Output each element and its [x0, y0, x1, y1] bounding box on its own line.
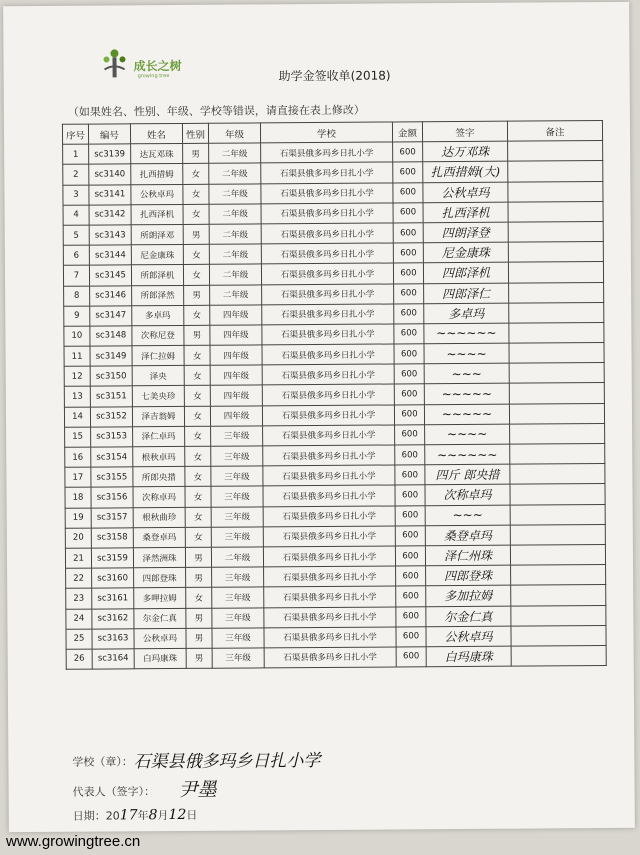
cell-remark	[511, 645, 606, 666]
cell-amount: 600	[394, 344, 424, 364]
cell-code: sc3154	[91, 447, 133, 467]
cell-no: 23	[66, 588, 92, 608]
cell-sig: 多加拉姆	[426, 585, 511, 606]
cell-school: 石渠县俄多玛乡日扎小学	[263, 546, 395, 567]
cell-code: sc3139	[89, 144, 131, 164]
cell-no: 12	[64, 366, 90, 386]
cell-sig: ~~~~	[424, 343, 509, 364]
date-line	[73, 807, 198, 824]
cell-code: sc3146	[90, 285, 132, 305]
cell-remark	[508, 201, 603, 222]
cell-code: sc3158	[91, 528, 133, 548]
cell-code: sc3142	[89, 205, 131, 225]
cell-remark	[509, 302, 604, 323]
cell-gender: 男	[186, 567, 212, 587]
column-header: 备注	[507, 121, 602, 142]
cell-name: 尼金康珠	[131, 245, 183, 266]
cell-sig: ~~~~	[425, 424, 510, 445]
cell-amount: 600	[393, 203, 423, 223]
cell-code: sc3164	[92, 649, 134, 669]
cell-sig: 四朗泽登	[423, 222, 508, 243]
cell-grade: 三年级	[211, 506, 263, 527]
cell-remark	[509, 383, 604, 404]
cell-school: 石渠县俄多玛乡日扎小学	[261, 223, 393, 244]
cell-grade: 四年级	[210, 365, 262, 386]
cell-gender: 女	[184, 406, 210, 426]
cell-sig: 白玛康珠	[426, 646, 511, 667]
cell-gender: 女	[183, 164, 209, 184]
cell-amount: 600	[394, 404, 424, 424]
cell-code: sc3157	[91, 507, 133, 527]
cell-amount: 600	[396, 606, 426, 626]
cell-no: 7	[63, 265, 89, 285]
representative-signature: 尹墨	[178, 778, 217, 801]
cell-code: sc3163	[92, 628, 134, 648]
cell-gender: 女	[183, 184, 209, 204]
column-header: 金额	[392, 122, 422, 142]
cell-name: 所郎央措	[133, 467, 185, 488]
cell-sig: ~~~~~~	[424, 323, 509, 344]
cell-amount: 600	[394, 303, 424, 323]
cell-gender: 女	[185, 507, 211, 527]
cell-code: sc3148	[90, 326, 132, 346]
cell-no: 19	[65, 508, 91, 528]
cell-remark	[509, 322, 604, 343]
cell-amount: 600	[396, 626, 426, 646]
cell-amount: 600	[395, 546, 425, 566]
cell-remark	[511, 625, 606, 646]
cell-amount: 600	[394, 384, 424, 404]
cell-grade: 二年级	[209, 264, 261, 285]
cell-sig: 达万邓珠	[423, 141, 508, 162]
cell-sig: ~~~~~	[424, 404, 509, 425]
cell-sig: 四郎登珠	[426, 565, 511, 586]
cell-remark	[511, 565, 606, 586]
cell-school: 石渠县俄多玛乡日扎小学	[262, 344, 394, 365]
date-month-hand: 8	[148, 807, 158, 824]
cell-gender: 男	[184, 325, 210, 345]
date-day-hand: 12	[168, 806, 187, 824]
date-prefix: 日期：20	[72, 809, 120, 823]
cell-code: sc3149	[90, 346, 132, 366]
cell-amount: 600	[393, 263, 423, 283]
cell-name: 多卓玛	[132, 305, 184, 326]
cell-no: 4	[63, 205, 89, 225]
cell-name: 七美央珍	[132, 386, 184, 407]
column-header: 学校	[260, 122, 392, 143]
cell-grade: 三年级	[211, 466, 263, 487]
cell-name: 桑登卓玛	[133, 527, 185, 548]
cell-amount: 600	[393, 243, 423, 263]
cell-name: 所郎泽然	[132, 285, 184, 306]
cell-grade: 三年级	[211, 446, 263, 467]
cell-grade: 三年级	[212, 607, 264, 628]
logo-subtitle: growing tree	[137, 73, 170, 80]
cell-amount: 600	[396, 647, 426, 667]
cell-school: 石渠县俄多玛乡日扎小学	[261, 162, 393, 183]
cell-no: 1	[63, 144, 89, 164]
cell-remark	[509, 343, 604, 364]
column-header: 性别	[182, 123, 208, 143]
cell-grade: 二年级	[209, 183, 261, 204]
cell-remark	[511, 585, 606, 606]
cell-school: 石渠县俄多玛乡日扎小学	[263, 465, 395, 486]
cell-remark	[508, 221, 603, 242]
cell-name: 根秋曲珍	[133, 507, 185, 528]
cell-amount: 600	[396, 586, 426, 606]
date-year-label: 年	[137, 809, 149, 823]
cell-remark	[510, 504, 605, 525]
cell-name: 泽然洲珠	[133, 547, 185, 568]
cell-code: sc3155	[91, 467, 133, 487]
cell-school: 石渠县俄多玛乡日扎小学	[261, 142, 393, 163]
cell-gender: 男	[186, 628, 212, 648]
cell-name: 多呷拉姆	[134, 588, 186, 609]
cell-name: 次称卓玛	[133, 487, 185, 508]
cell-code: sc3160	[92, 568, 134, 588]
cell-amount: 600	[395, 505, 425, 525]
cell-sig: 次称卓玛	[425, 485, 510, 506]
cell-no: 15	[65, 427, 91, 447]
cell-gender: 女	[185, 446, 211, 466]
cell-code: sc3156	[91, 487, 133, 507]
cell-code: sc3150	[90, 366, 132, 386]
watermark-url: www.growingtree.cn	[6, 833, 141, 850]
cell-remark	[510, 464, 605, 485]
cell-grade: 三年级	[211, 486, 263, 507]
cell-name: 泽仁拉姆	[132, 346, 184, 367]
cell-gender: 女	[183, 244, 209, 264]
cell-gender: 女	[185, 466, 211, 486]
instruction-note: （如果姓名、性别、年级、学校等错误，请直接在表上修改）	[67, 103, 365, 119]
cell-gender: 女	[184, 386, 210, 406]
cell-grade: 二年级	[209, 163, 261, 184]
column-header: 年级	[208, 123, 260, 144]
representative-label: 代表人（签字）：	[72, 785, 156, 799]
column-header: 签字	[422, 121, 507, 142]
cell-no: 3	[63, 185, 89, 205]
cell-code: sc3159	[91, 548, 133, 568]
cell-sig: 四郎泽仁	[424, 283, 509, 304]
cell-gender: 女	[184, 305, 210, 325]
date-year-hand: 17	[119, 807, 138, 824]
cell-sig: 公秋卓玛	[423, 182, 508, 203]
cell-gender: 男	[186, 648, 212, 668]
cell-sig: ~~~~~	[424, 384, 509, 405]
cell-grade: 四年级	[210, 385, 262, 406]
cell-code: sc3153	[91, 427, 133, 447]
cell-remark	[508, 181, 603, 202]
page-title: 助学金签收单(2018)	[278, 68, 391, 84]
cell-no: 20	[65, 528, 91, 548]
cell-sig: ~~~~~~	[425, 444, 510, 465]
cell-grade: 四年级	[210, 345, 262, 366]
column-header: 序号	[62, 124, 88, 144]
cell-school: 石渠县俄多玛乡日扎小学	[261, 243, 393, 264]
cell-no: 6	[63, 245, 89, 265]
cell-code: sc3144	[89, 245, 131, 265]
cell-remark	[508, 262, 603, 283]
cell-grade: 二年级	[211, 547, 263, 568]
cell-remark	[508, 242, 603, 263]
date-day-label: 日	[186, 808, 198, 822]
cell-school: 石渠县俄多玛乡日扎小学	[261, 263, 393, 284]
cell-gender: 女	[185, 527, 211, 547]
cell-school: 石渠县俄多玛乡日扎小学	[264, 606, 396, 627]
cell-sig: ~~~	[424, 363, 509, 384]
cell-name: 扎西泽机	[131, 204, 183, 225]
cell-remark	[509, 403, 604, 424]
cell-gender: 女	[185, 426, 211, 446]
cell-school: 石渠县俄多玛乡日扎小学	[264, 566, 396, 587]
cell-remark	[508, 141, 603, 162]
cell-gender: 男	[183, 143, 209, 163]
cell-no: 25	[66, 629, 92, 649]
signature-table	[62, 120, 607, 670]
cell-school: 石渠县俄多玛乡日扎小学	[263, 506, 395, 527]
cell-no: 8	[64, 286, 90, 306]
cell-gender: 男	[186, 608, 212, 628]
cell-school: 石渠县俄多玛乡日扎小学	[262, 364, 394, 385]
cell-gender: 女	[185, 487, 211, 507]
cell-amount: 600	[395, 526, 425, 546]
cell-grade: 四年级	[210, 305, 262, 326]
cell-grade: 二年级	[209, 204, 261, 225]
cell-no: 11	[64, 346, 90, 366]
cell-remark	[510, 423, 605, 444]
cell-gender: 女	[184, 345, 210, 365]
cell-code: sc3143	[89, 225, 131, 245]
cell-no: 16	[65, 447, 91, 467]
cell-name: 次称尼登	[132, 325, 184, 346]
cell-grade: 三年级	[211, 426, 263, 447]
cell-school: 石渠县俄多玛乡日扎小学	[262, 405, 394, 426]
logo-name: 成长之树	[133, 58, 182, 74]
cell-no: 26	[66, 649, 92, 669]
cell-no: 22	[66, 568, 92, 588]
cell-school: 石渠县俄多玛乡日扎小学	[262, 384, 394, 405]
cell-gender: 女	[184, 366, 210, 386]
cell-name: 泽央	[132, 366, 184, 387]
table-row	[66, 645, 606, 669]
cell-gender: 男	[185, 547, 211, 567]
cell-amount: 600	[393, 142, 423, 162]
cell-remark	[510, 444, 605, 465]
cell-school: 石渠县俄多玛乡日扎小学	[264, 627, 396, 648]
cell-name: 公秋卓玛	[134, 628, 186, 649]
school-stamp-label: 学校（章）：	[72, 755, 133, 769]
cell-sig: 四郎泽机	[423, 262, 508, 283]
cell-amount: 600	[393, 182, 423, 202]
cell-school: 石渠县俄多玛乡日扎小学	[264, 586, 396, 607]
cell-no: 17	[65, 467, 91, 487]
cell-remark	[510, 544, 605, 565]
cell-code: sc3151	[90, 386, 132, 406]
cell-sig: ~~~	[425, 505, 510, 526]
cell-grade: 三年级	[212, 567, 264, 588]
cell-gender: 女	[183, 265, 209, 285]
cell-grade: 二年级	[210, 284, 262, 305]
cell-amount: 600	[395, 445, 425, 465]
cell-no: 21	[65, 548, 91, 568]
cell-grade: 二年级	[209, 224, 261, 245]
cell-no: 14	[64, 407, 90, 427]
cell-remark	[508, 161, 603, 182]
cell-code: sc3162	[92, 608, 134, 628]
column-header: 编号	[88, 124, 130, 144]
cell-school: 石渠县俄多玛乡日扎小学	[262, 304, 394, 325]
school-handwriting: 石渠县俄多玛乡日扎小学	[133, 750, 321, 773]
cell-name: 所朗泽邓	[131, 224, 183, 245]
cell-sig: 尔金仁真	[426, 606, 511, 627]
cell-no: 13	[64, 387, 90, 407]
cell-name: 白玛康珠	[134, 648, 186, 669]
cell-amount: 600	[393, 162, 423, 182]
column-header: 姓名	[130, 123, 182, 144]
cell-no: 5	[63, 225, 89, 245]
cell-grade: 四年级	[210, 406, 262, 427]
cell-code: sc3152	[90, 406, 132, 426]
cell-no: 9	[64, 306, 90, 326]
cell-gender: 男	[183, 224, 209, 244]
cell-name: 达瓦邓珠	[131, 144, 183, 165]
cell-school: 石渠县俄多玛乡日扎小学	[263, 526, 395, 547]
cell-gender: 女	[183, 204, 209, 224]
cell-school: 石渠县俄多玛乡日扎小学	[263, 485, 395, 506]
cell-code: sc3145	[89, 265, 131, 285]
cell-grade: 二年级	[209, 143, 261, 164]
cell-school: 石渠县俄多玛乡日扎小学	[263, 445, 395, 466]
cell-school: 石渠县俄多玛乡日扎小学	[263, 425, 395, 446]
cell-school: 石渠县俄多玛乡日扎小学	[262, 283, 394, 304]
cell-grade: 三年级	[212, 587, 264, 608]
document-page	[3, 2, 635, 832]
date-month-label: 月	[157, 809, 169, 823]
cell-grade: 三年级	[211, 527, 263, 548]
cell-grade: 二年级	[209, 244, 261, 265]
cell-name: 尔金仁真	[134, 608, 186, 629]
cell-sig: 多卓玛	[424, 303, 509, 324]
cell-amount: 600	[394, 324, 424, 344]
cell-name: 公秋卓玛	[131, 184, 183, 205]
cell-remark	[509, 282, 604, 303]
cell-amount: 600	[395, 465, 425, 485]
cell-gender: 女	[186, 588, 212, 608]
cell-code: sc3147	[90, 305, 132, 325]
cell-name: 根秋卓玛	[133, 446, 185, 467]
cell-school: 石渠县俄多玛乡日扎小学	[264, 647, 396, 668]
cell-school: 石渠县俄多玛乡日扎小学	[261, 203, 393, 224]
cell-no: 10	[64, 326, 90, 346]
cell-remark	[510, 484, 605, 505]
cell-name: 四郎登珠	[134, 568, 186, 589]
cell-name: 泽吉翁姆	[132, 406, 184, 427]
cell-code: sc3141	[89, 184, 131, 204]
cell-code: sc3140	[89, 164, 131, 184]
cell-grade: 三年级	[212, 648, 264, 669]
cell-remark	[511, 605, 606, 626]
cell-remark	[509, 363, 604, 384]
cell-school: 石渠县俄多玛乡日扎小学	[262, 324, 394, 345]
cell-amount: 600	[395, 425, 425, 445]
cell-name: 扎西措姆	[131, 164, 183, 185]
cell-amount: 600	[394, 364, 424, 384]
cell-amount: 600	[396, 566, 426, 586]
cell-no: 18	[65, 487, 91, 507]
cell-no: 2	[63, 164, 89, 184]
cell-school: 石渠县俄多玛乡日扎小学	[261, 183, 393, 204]
cell-sig: 扎西泽机	[423, 202, 508, 223]
cell-name: 所郎泽机	[131, 265, 183, 286]
cell-gender: 男	[184, 285, 210, 305]
cell-sig: 公秋卓玛	[426, 626, 511, 647]
cell-amount: 600	[393, 223, 423, 243]
cell-sig: 四斤 郎央措	[425, 464, 510, 485]
cell-amount: 600	[395, 485, 425, 505]
cell-code: sc3161	[92, 588, 134, 608]
cell-sig: 扎西措姆(大)	[423, 162, 508, 183]
cell-amount: 600	[394, 283, 424, 303]
cell-remark	[510, 524, 605, 545]
cell-sig: 桑登卓玛	[425, 525, 510, 546]
cell-sig: 泽仁州珠	[425, 545, 510, 566]
cell-no: 24	[66, 609, 92, 629]
cell-grade: 三年级	[212, 628, 264, 649]
cell-grade: 四年级	[210, 325, 262, 346]
cell-name: 泽仁卓玛	[133, 426, 185, 447]
cell-sig: 尼金康珠	[423, 242, 508, 263]
